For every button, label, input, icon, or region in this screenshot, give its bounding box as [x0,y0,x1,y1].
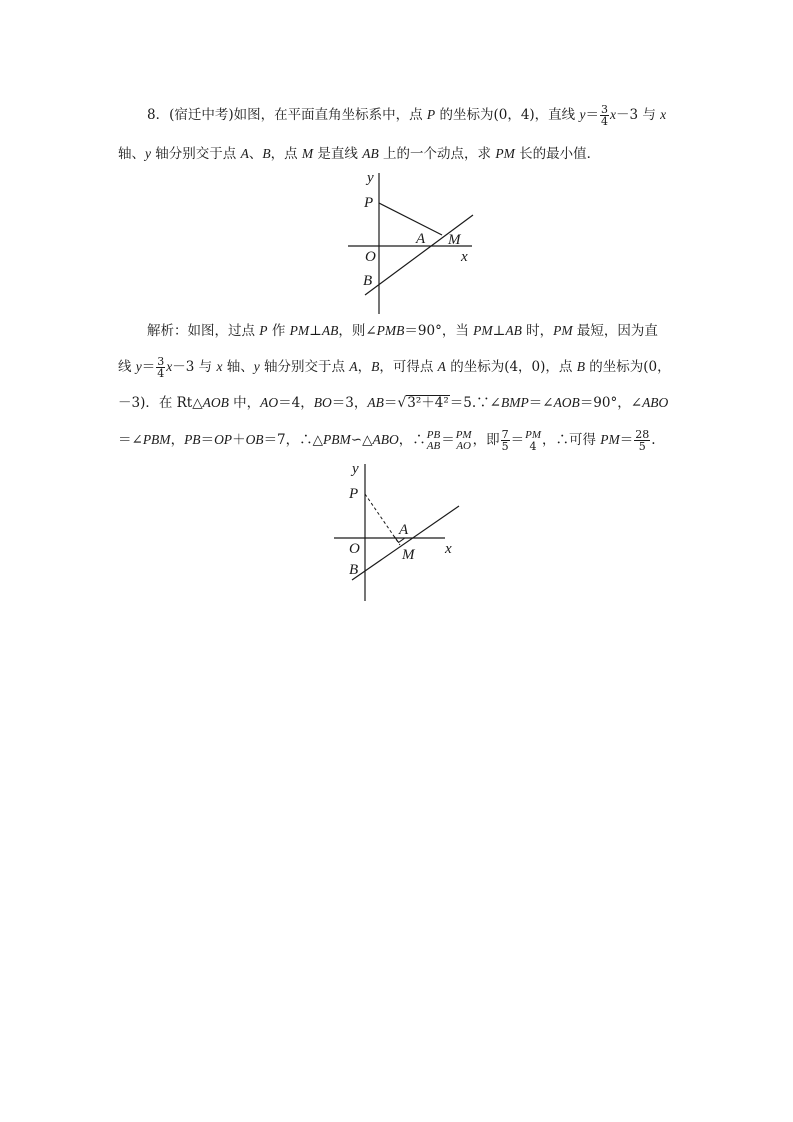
label-p: P [349,486,359,502]
radical-sign: √ [397,395,407,411]
fraction-28-fifths: $\frac{28}{5}$ [635,428,650,453]
label-o: O [365,249,376,265]
fraction-three-quarters: $\frac{3}{4}$ [600,103,608,128]
label-p: P [364,195,374,211]
segment-pm [379,203,442,235]
label-o: O [349,541,360,557]
fraction-pm-4: PM 4 [525,428,541,453]
label-a: A [416,231,426,247]
label-m: M [402,547,415,563]
label-m: M [448,232,461,248]
solution-line-2: 线 y＝ $\frac{3}{4}$ x－3 与 x 轴、y 轴分别交于点 A，B，可得点 A 的坐标为(4，0)，点 B 的坐标为(0， [118,355,671,380]
label-x: x [445,541,452,557]
fraction-pm-ao: PM AO [455,428,472,452]
figure-2 [330,456,470,606]
label-y: y [352,461,359,477]
label-a: A [399,522,409,538]
line-ab [352,506,459,580]
sqrt-radicand: 3²＋4² [407,395,449,411]
problem-line-2: 轴、y 轴分别交于点 A、B，点 M 是直线 AB 上的一个动点，求 PM 长的最小值． [118,146,601,162]
line-ab [365,215,473,295]
fraction-seven-fifths: $\frac{7}{5}$ [501,428,509,453]
label-b: B [349,562,359,578]
fraction-three-quarters: $\frac{3}{4}$ [157,355,165,380]
label-y: y [367,170,374,186]
solution-line-3: －3)．在 Rt△AOB 中，AO＝4，BO＝3，AB＝√3²＋4²＝5.∵∠BMP＝∠AOB＝90°，∠ABO [118,395,669,411]
solution-line-1: 解析：如图，过点 P 作 PM⊥AB，则∠PMB＝90°，当 PM⊥AB 时，PM 最短，因为直 [147,323,658,339]
fraction-pb-ab: PB AB [426,428,441,452]
label-b: B [363,273,373,289]
solution-line-4: ＝∠PBM，PB＝OP＋OB＝7，∴△PBM∽△ABO，∴ PB AB ＝ PM AO ，即 $\frac{7}{5}$ ＝ PM 4 ，∴可得 PM＝ $\frac{28}{5}$ . [118,428,656,453]
figure-1 [345,168,485,318]
problem-line-1: 8．(宿迁中考)如图，在平面直角坐标系中，点 P 的坐标为(0，4)，直线 y＝ $\frac{3}{4}$ x－3 与 x [147,103,667,128]
label-x: x [461,249,468,265]
